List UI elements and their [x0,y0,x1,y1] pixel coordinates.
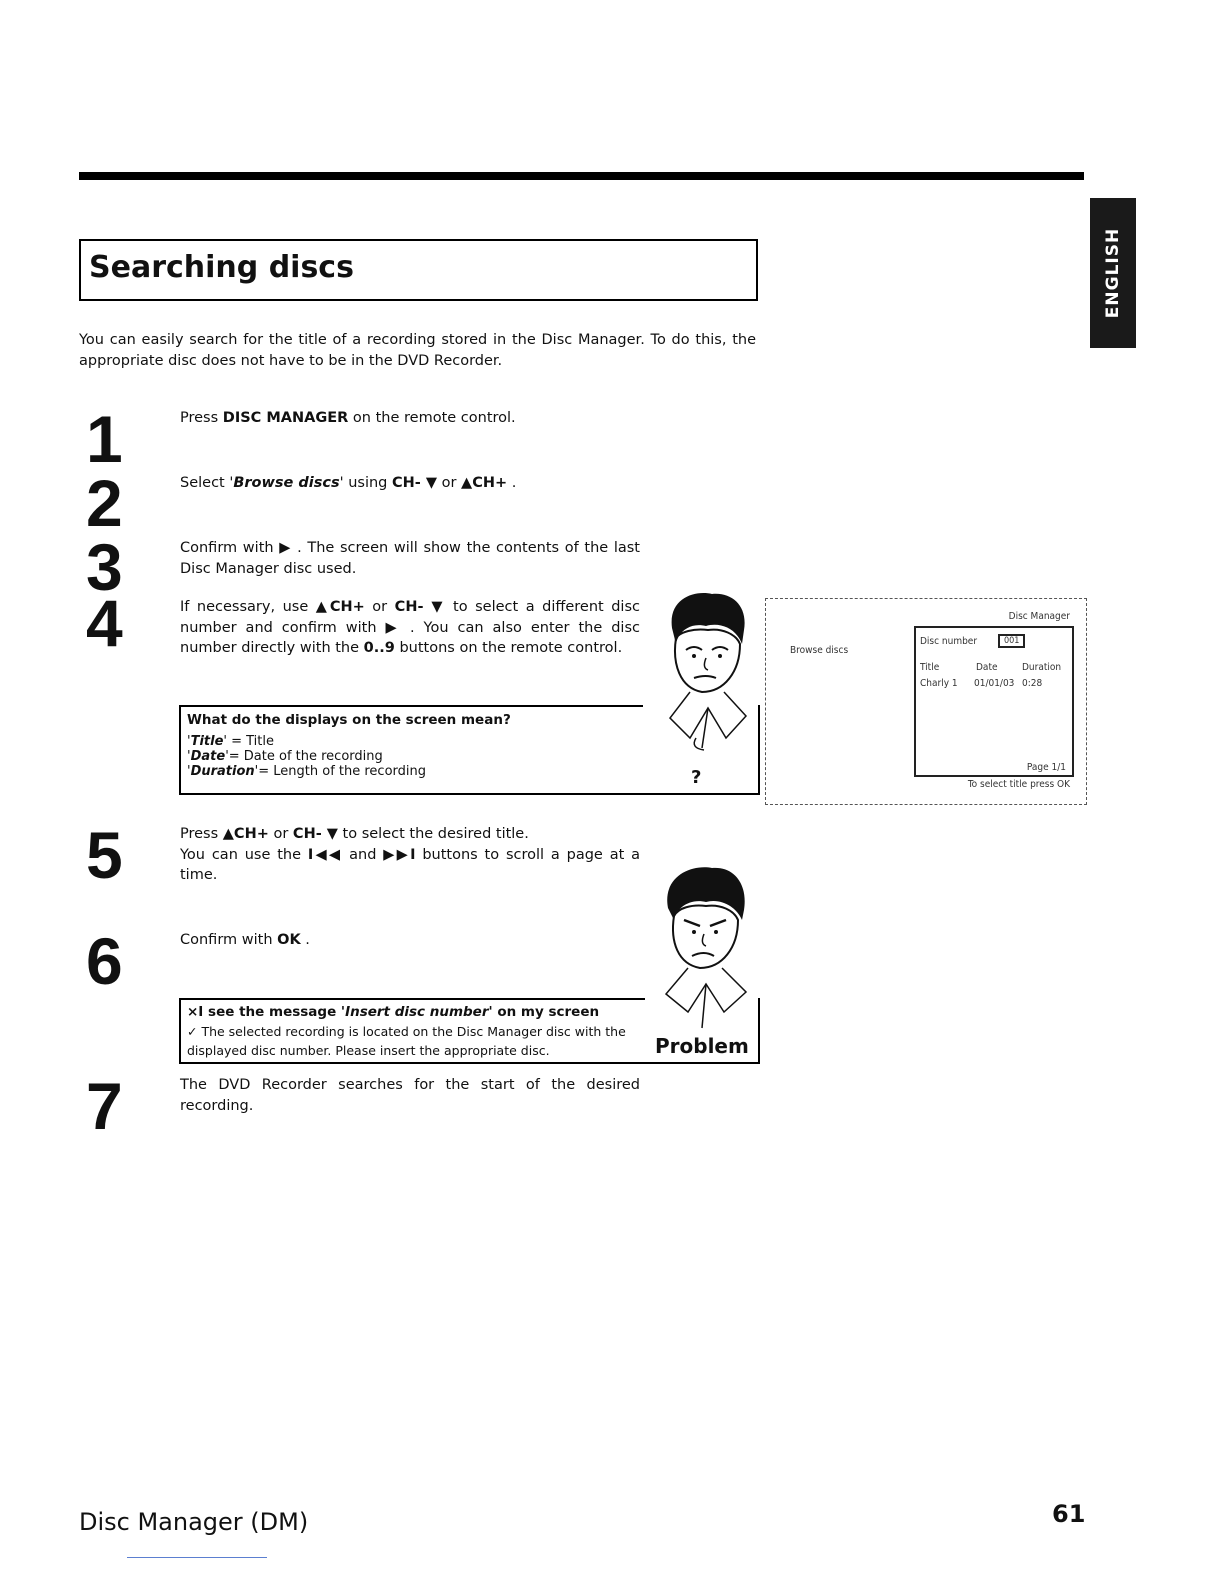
osd-col-duration: Duration [1022,662,1062,673]
osd-disc-number-field[interactable]: 001 [998,634,1025,648]
step-number: 2 [86,466,123,540]
osd-footer: To select title press OK [967,779,1070,790]
section-title-box [79,239,758,301]
info-line-title: 'Title' = Title [187,734,274,749]
top-rule [79,172,1084,180]
step-4-text: If necessary, use ▲CH+ or CH- ▼ to select a different disc number and confirm with ▶ . You can also enter the disc number directly with the 0..9 buttons on the remote control. [180,599,640,656]
step-number: 6 [86,924,123,998]
step-3-text: Confirm with ▶ . The screen will show the contents of the last Disc Manager disc used. [180,540,640,577]
question-mark-icon: ? [691,767,702,788]
osd-col-date: Date [976,662,998,673]
footer-section: Disc Manager (DM) [79,1508,309,1536]
step-number: 1 [86,402,123,476]
osd-row-duration: 0:28 [1022,678,1043,689]
step-number: 5 [86,818,123,892]
problem-box-right-rule [758,1000,760,1064]
info-box [179,705,760,795]
step-1-text: Press DISC MANAGER on the remote control. [180,410,516,426]
step-5-text: Press ▲CH+ or CH- ▼ to select the desired title. You can use the I◀◀ and ▶▶I buttons to scroll a page at a time. [180,826,641,883]
problem-box-text: ✓ The selected recording is located on the Disc Manager disc with the displayed disc number. Please insert the appropriate disc. [187,1024,626,1058]
osd-row-title[interactable]: Charly 1 [920,678,958,689]
osd-disc-number-label: Disc number [920,636,978,647]
osd-header: Disc Manager [1008,611,1070,622]
info-box-right-rule [758,707,760,795]
problem-label: Problem [655,1034,749,1058]
step-number: 7 [86,1069,123,1143]
osd-col-title: Title [920,662,940,673]
info-box-top-rule [181,705,643,707]
page-number: 61 [1052,1500,1086,1528]
info-line-date: 'Date'= Date of the recording [187,749,383,764]
step-6-text: Confirm with OK . [180,932,310,948]
step-7-text: The DVD Recorder searches for the start of the desired recording. [180,1077,640,1114]
problem-box-title: ×I see the message 'Insert disc number' on my screen [187,1004,600,1020]
osd-row-date: 01/01/03 [974,678,1015,689]
problem-box [179,998,760,1064]
info-box-title: What do the displays on the screen mean? [187,712,511,728]
step-number: 3 [86,530,123,604]
footer-link-underline [127,1557,267,1558]
language-tab [1090,198,1136,348]
section-title: Searching discs [89,250,354,285]
osd-browse-discs: Browse discs [790,645,849,656]
step-2-text: Select 'Browse discs' using CH- ▼ or ▲CH+ . [180,475,517,491]
osd-panel [914,626,1074,777]
osd-screen [765,598,1087,805]
info-line-duration: 'Duration'= Length of the recording [187,764,427,779]
step-number: 4 [86,586,123,660]
problem-box-top-rule [181,998,645,1000]
osd-page: Page 1/1 [1026,762,1066,773]
language-tab-label: ENGLISH [1103,227,1123,319]
intro-paragraph: You can easily search for the title of a recording stored in the Disc Manager. To do this, the appropriate disc does not have to be in the DVD Recorder. [79,332,756,369]
